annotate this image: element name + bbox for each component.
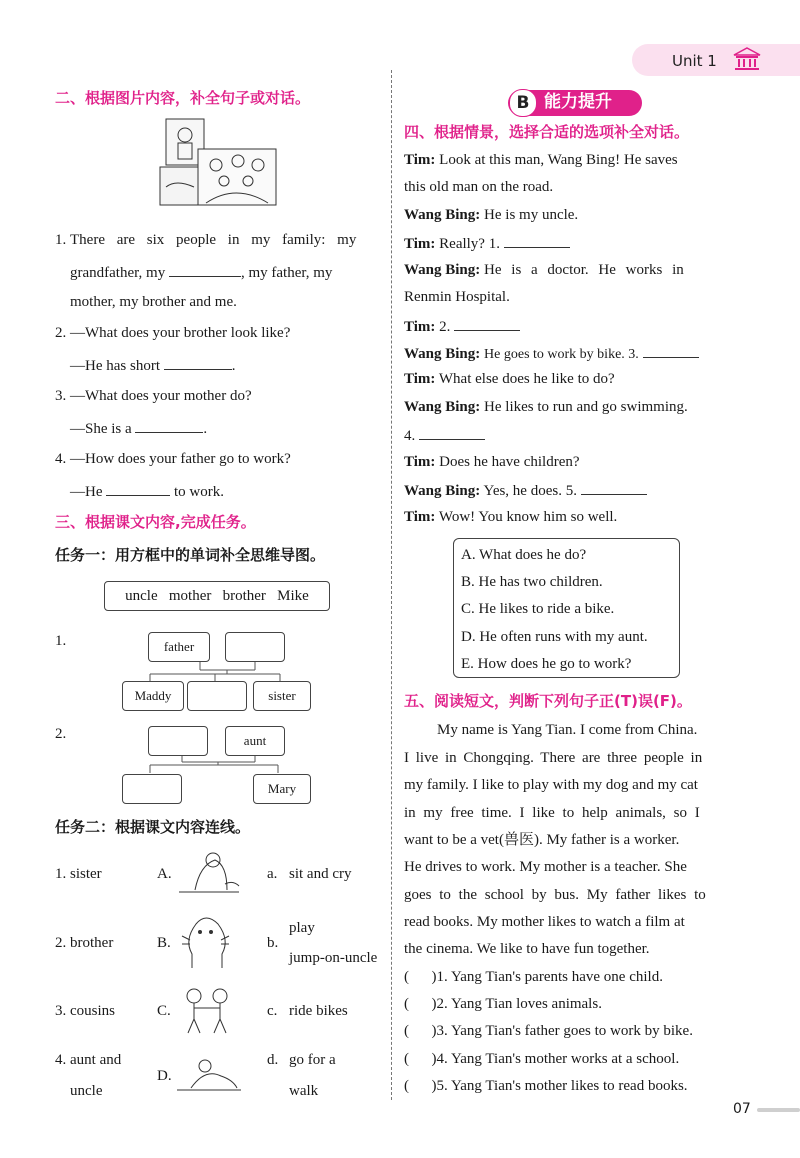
- blank-4[interactable]: [419, 427, 485, 440]
- match-letter-a: A.: [157, 866, 172, 882]
- level-b-text: 能力提升: [544, 92, 612, 112]
- tf-text-5: 5. Yang Tian's mother likes to read books.: [436, 1078, 688, 1094]
- tf-item-3[interactable]: [404, 1024, 693, 1039]
- dialogue-text-4: He is a doctor. He works in: [484, 262, 684, 278]
- q2-question: —What does your brother look like?: [70, 325, 291, 341]
- passage-line-5: want to be a vet(兽医). My father is a worker.: [404, 832, 680, 848]
- q2-answer-text: —He has short: [70, 358, 160, 374]
- task-1-title: 任务一：用方框中的单词补全思维导图。: [55, 546, 326, 564]
- unit-label: Unit 1: [672, 52, 717, 70]
- passage-line-8: read books. My mother likes to watch a film at: [404, 914, 685, 930]
- speaker-wang-5: Wang Bing:: [404, 483, 481, 499]
- tf-paren-2[interactable]: ( ): [404, 996, 437, 1012]
- section-2-title: 二、根据图片内容，补全句子或对话。: [55, 89, 311, 107]
- dialogue-line-4: [404, 263, 684, 278]
- page-number: 07: [733, 1101, 751, 1117]
- dialogue-line-1: [404, 153, 678, 168]
- passage-line-4: in my free time. I like to help animals, so I: [404, 805, 700, 821]
- q4-number: 4.: [55, 451, 67, 467]
- picture-c-kids: [176, 986, 238, 1036]
- family-photo-illustration: [158, 117, 278, 207]
- dialogue-line-6: [404, 345, 699, 362]
- tf-text-1: 1. Yang Tian's parents have one child.: [436, 969, 663, 985]
- option-a: A. What does he do?: [461, 547, 587, 563]
- map1-blank-box-top[interactable]: [225, 632, 285, 662]
- match-right-letter-d: d.: [267, 1052, 279, 1068]
- tf-paren-3[interactable]: ( ): [404, 1023, 437, 1039]
- map2-mary-label: Mary: [267, 781, 297, 796]
- tf-text-2: 2. Yang Tian loves animals.: [436, 996, 602, 1012]
- dialogue-line-7: [404, 372, 615, 387]
- section-3-title: 三、根据课文内容,完成任务。: [55, 513, 256, 531]
- dialogue-line-11: [404, 510, 617, 525]
- map1-sister-box: [253, 681, 311, 711]
- match-right-b-cont: jump-on-uncle: [289, 950, 378, 966]
- match-right-a: sit and cry: [289, 866, 352, 882]
- map1-maddy-box: [122, 681, 184, 711]
- q4-answer-end: to work.: [174, 484, 224, 500]
- match-left-4-cont: uncle: [70, 1083, 103, 1099]
- blank-2[interactable]: [454, 318, 520, 331]
- option-d: D. He often runs with my aunt.: [461, 629, 648, 645]
- q4-question: —How does your father go to work?: [70, 451, 291, 467]
- dialogue-line-8b: [404, 427, 485, 444]
- map1-maddy-label: Maddy: [134, 688, 172, 703]
- q3-answer: [70, 420, 207, 437]
- tf-paren-4[interactable]: ( ): [404, 1051, 437, 1067]
- tf-item-2[interactable]: [404, 997, 602, 1012]
- blank-3[interactable]: [643, 345, 699, 358]
- dialogue-text-8b: 4.: [404, 428, 416, 444]
- dialogue-text-8: He likes to run and go swimming.: [484, 399, 688, 415]
- match-right-d: go for a: [289, 1052, 336, 1068]
- match-right-letter-c: c.: [267, 1003, 278, 1019]
- q4-answer-start: —He: [70, 484, 103, 500]
- speaker-tim-6: Tim:: [404, 509, 436, 525]
- word-bank: [104, 581, 330, 611]
- dialogue-line-10: [404, 482, 647, 499]
- q2-number: 2.: [55, 325, 67, 341]
- dialogue-text-5: 2.: [439, 319, 451, 335]
- q4-answer: [70, 483, 224, 500]
- option-b: B. He has two children.: [461, 574, 603, 590]
- passage-line-9: the cinema. We like to have fun together.: [404, 941, 650, 957]
- dialogue-line-9: [404, 455, 580, 470]
- match-right-letter-b: b.: [267, 935, 279, 951]
- section-5-title: 五、阅读短文，判断下列句子正(T)误(F)。: [404, 692, 692, 710]
- dialogue-text-7: What else does he like to do?: [438, 371, 615, 387]
- q2-period: .: [231, 358, 236, 374]
- tf-item-5[interactable]: [404, 1079, 688, 1094]
- match-left-3: 3. cousins: [55, 1003, 115, 1019]
- passage-line-3: my family. I like to play with my dog and my cat: [404, 777, 698, 793]
- map1-father-label: father: [163, 639, 195, 654]
- match-left-1: 1. sister: [55, 866, 102, 882]
- speaker-tim-2: Tim:: [404, 236, 436, 252]
- map1-number: 1.: [55, 633, 67, 649]
- speaker-tim-3: Tim:: [404, 319, 436, 335]
- dialogue-line-8: [404, 400, 688, 415]
- map2-blank-box-bottom[interactable]: [122, 774, 182, 804]
- dialogue-line-2: [404, 208, 578, 223]
- speaker-wang-1: Wang Bing:: [404, 207, 481, 223]
- map2-blank-box-top[interactable]: [148, 726, 208, 756]
- q1-line1: There are six people in my family: my: [70, 232, 357, 248]
- option-e: E. How does he go to work?: [461, 656, 632, 672]
- match-right-letter-a: a.: [267, 866, 278, 882]
- task-2-title: 任务二：根据课文内容连线。: [55, 818, 251, 836]
- tf-text-3: 3. Yang Tian's father goes to work by bike.: [436, 1023, 693, 1039]
- footer-bar: [757, 1108, 800, 1112]
- q3-answer-text: —She is a: [70, 421, 132, 437]
- picture-a-sit-and-cry: [175, 850, 245, 895]
- match-letter-d: D.: [157, 1068, 172, 1084]
- dialogue-text-9: Does he have children?: [439, 454, 580, 470]
- tf-paren-1[interactable]: ( ): [404, 969, 437, 985]
- dialogue-text-2: He is my uncle.: [484, 207, 579, 223]
- dialogue-text-6: He goes to work by bike. 3.: [484, 347, 639, 362]
- q1-number: 1.: [55, 232, 67, 248]
- speaker-wang-3: Wang Bing:: [404, 346, 481, 362]
- blank-1[interactable]: [504, 235, 570, 248]
- q3-number: 3.: [55, 388, 67, 404]
- picture-d-walk: [175, 1058, 243, 1094]
- level-b-letter: B: [516, 93, 530, 113]
- q1-line3: mother, my brother and me.: [70, 294, 237, 310]
- map2-mary-box: [253, 774, 311, 804]
- passage-line-2: I live in Chongqing. There are three people in: [404, 750, 703, 766]
- speaker-tim-1: Tim:: [404, 152, 436, 168]
- match-left-4: 4. aunt and: [55, 1052, 122, 1068]
- dialogue-line-3: [404, 235, 570, 252]
- dialogue-text-11: Wow! You know him so well.: [438, 509, 618, 525]
- map2-aunt-box: [225, 726, 285, 756]
- dialogue-line-1b: this old man on the road.: [404, 179, 554, 195]
- dialogue-text-1: Look at this man, Wang Bing! He saves: [439, 152, 678, 168]
- passage-line-7: goes to the school by bus. My father likes to: [404, 887, 706, 903]
- match-letter-c: C.: [157, 1003, 171, 1019]
- map2-aunt-label: aunt: [243, 733, 267, 748]
- speaker-tim-4: Tim:: [404, 371, 436, 387]
- tf-paren-5[interactable]: ( ): [404, 1078, 437, 1094]
- q1-blank[interactable]: [169, 264, 241, 277]
- section-4-title: 四、根据情景，选择合适的选项补全对话。: [404, 123, 690, 141]
- match-right-b: play: [289, 920, 315, 936]
- match-right-c: ride bikes: [289, 1003, 348, 1019]
- q2-answer: [70, 357, 236, 374]
- match-left-2: 2. brother: [55, 935, 114, 951]
- q3-blank[interactable]: [135, 420, 203, 433]
- dialogue-line-5: [404, 318, 520, 335]
- q1-line2-end: , my father, my: [240, 265, 333, 281]
- passage-line-6: He drives to work. My mother is a teacher. She: [404, 859, 687, 875]
- match-letter-b: B.: [157, 935, 171, 951]
- dialogue-line-4b: Renmin Hospital.: [404, 289, 510, 305]
- map1-blank-box-mid[interactable]: [187, 681, 247, 711]
- tf-item-1[interactable]: [404, 970, 663, 985]
- match-right-d-cont: walk: [289, 1083, 319, 1099]
- column-divider: [391, 70, 392, 1100]
- q3-question: —What does your mother do?: [70, 388, 252, 404]
- speaker-wang-2: Wang Bing:: [404, 262, 481, 278]
- speaker-wang-4: Wang Bing:: [404, 399, 481, 415]
- map1-father-box: [148, 632, 210, 662]
- q1-line2: [70, 264, 332, 281]
- blank-5[interactable]: [581, 482, 647, 495]
- q3-period: .: [203, 421, 208, 437]
- q2-blank[interactable]: [164, 357, 232, 370]
- q1-line2-start: grandfather, my: [70, 265, 166, 281]
- word-bank-text: uncle mother brother Mike: [125, 587, 309, 604]
- picture-b-monster: [178, 912, 233, 970]
- dialogue-text-3: Really? 1.: [439, 236, 500, 252]
- tf-text-4: 4. Yang Tian's mother works at a school.: [436, 1051, 680, 1067]
- level-b-letter-circle: [509, 89, 537, 117]
- map2-number: 2.: [55, 726, 67, 742]
- option-c: C. He likes to ride a bike.: [461, 601, 615, 617]
- passage-line-1: My name is Yang Tian. I come from China.: [437, 722, 698, 738]
- tf-item-4[interactable]: [404, 1052, 679, 1067]
- map1-sister-label: sister: [268, 688, 296, 703]
- q4-blank[interactable]: [106, 483, 170, 496]
- dialogue-text-10: Yes, he does. 5.: [483, 483, 577, 499]
- temple-icon: [732, 46, 762, 72]
- speaker-tim-5: Tim:: [404, 454, 436, 470]
